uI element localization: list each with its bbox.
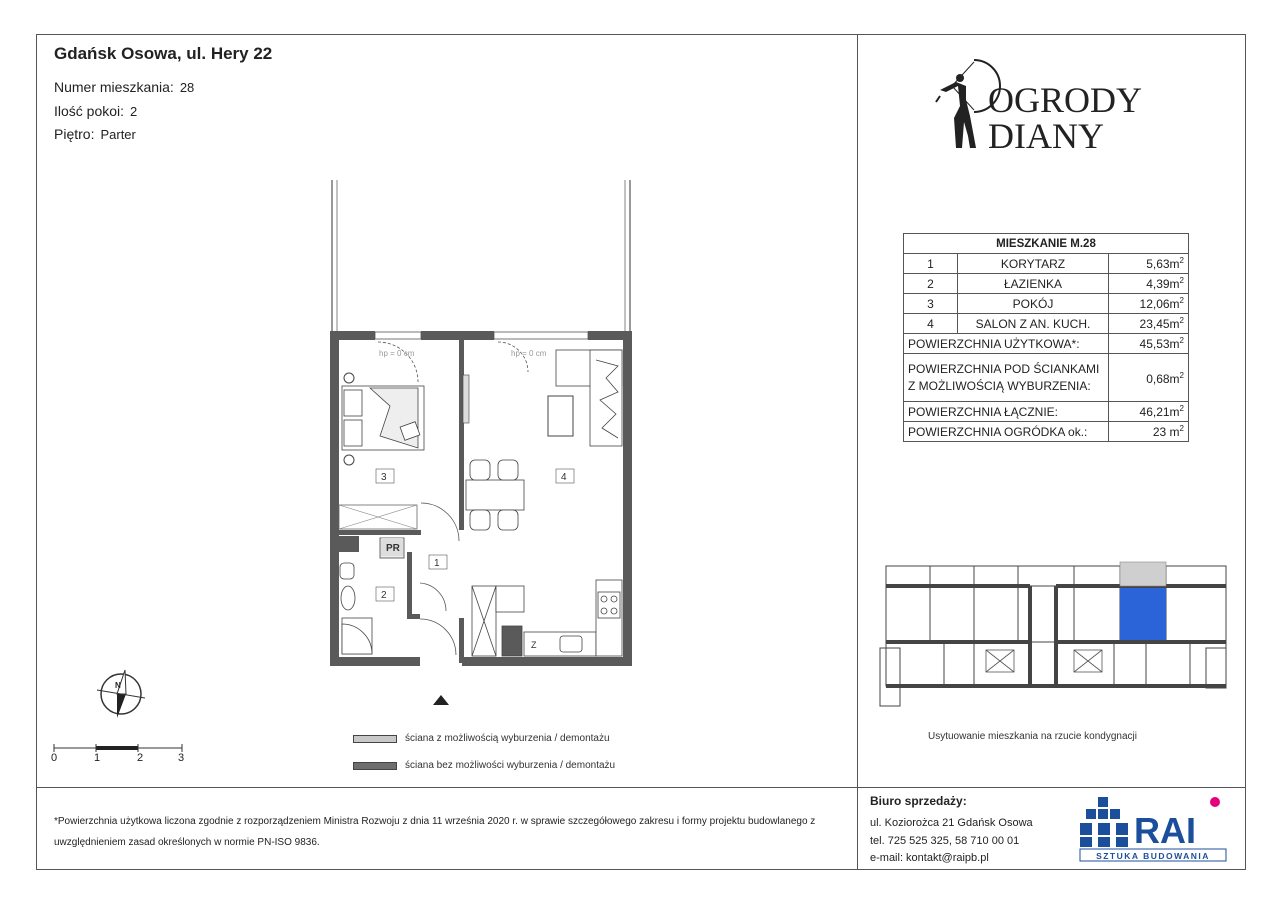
legend-removable-text: ściana z możliwością wyburzenia / demontażu <box>405 733 610 744</box>
coffee-table <box>548 396 573 436</box>
garden-area-value: 23 $m^2$ <box>1109 422 1189 442</box>
brand-line-1: OGRODY <box>988 80 1143 120</box>
room-name: KORYTARZ <box>958 254 1109 274</box>
rai-dot <box>1210 797 1220 807</box>
usable-area-label: POWIERZCHNIA UŻYTKOWA*: <box>904 334 1109 354</box>
room-label-1: 1 <box>434 558 440 569</box>
scale-bar <box>50 742 190 754</box>
z-label: Z <box>531 640 537 650</box>
room-label-3: 3 <box>381 472 387 483</box>
room-number: 4 <box>904 314 958 334</box>
floor-row <box>54 126 136 142</box>
rooms-value: 2 <box>130 104 138 119</box>
room-number: 3 <box>904 294 958 314</box>
room-area: $23,45m^2$ <box>1109 314 1189 334</box>
pr-label: PR <box>386 543 400 554</box>
floor-label: Piętro: <box>54 126 95 142</box>
legend-fixed-text: ściana bez możliwości wyburzenia / demontażu <box>405 760 616 771</box>
usable-area-value: $45,53m^2$ <box>1109 334 1189 354</box>
footnote: *Powierzchnia użytkowa liczona zgodnie z rozporządzeniem Ministra Rozwoju z dnia 11 września 2020 r. w sprawie szczegółowego zakresu i formy projektu budowlanego z uwzględnieniem zasad określonych w normie PN-ISO 9836. <box>54 816 816 848</box>
sales-email: e-mail: kontakt@raipb.pl <box>870 852 989 864</box>
door-entrance <box>420 619 456 655</box>
scale-tick-3: 3 <box>178 752 185 764</box>
highlight-apartment <box>1120 588 1166 640</box>
total-area-row <box>904 402 1189 422</box>
horizontal-divider <box>36 787 1246 788</box>
bed <box>342 386 424 450</box>
location-caption: Usytuowanie mieszkania na rzucie kondygnacji <box>928 731 1137 742</box>
brand-line-2: DIANY <box>988 116 1104 156</box>
highlight-garden <box>1120 562 1166 586</box>
kitchen <box>472 580 622 656</box>
apartment-number-value: 28 <box>179 80 195 95</box>
sales-address: ul. Koziorożca 21 Gdańsk Osowa <box>870 817 1033 829</box>
area-table-title: MIESZKANIE M.28 <box>904 234 1189 254</box>
scale-tick-0: 0 <box>51 752 58 764</box>
room-number: 1 <box>904 254 958 274</box>
rooms-row <box>54 103 137 119</box>
room-label-4: 4 <box>561 472 567 483</box>
room-number: 2 <box>904 274 958 294</box>
rai-logo <box>1078 795 1228 865</box>
legend-fixed <box>353 760 615 771</box>
dining-table <box>466 460 524 530</box>
vertical-divider <box>857 34 858 870</box>
walls-area-label: POWIERZCHNIA POD ŚCIANKAMI Z MOŻLIWOŚCIĄ WYBURZENIA: <box>904 354 1109 402</box>
usable-area-row <box>904 334 1189 354</box>
room-label-2: 2 <box>381 590 387 601</box>
tv <box>463 375 469 423</box>
total-area-value: $46,21m^2$ <box>1109 402 1189 422</box>
door-bedroom <box>421 503 459 541</box>
room-name: POKÓJ <box>958 294 1109 314</box>
room-name: ŁAZIENKA <box>958 274 1109 294</box>
garden-area-row <box>904 422 1189 442</box>
floor-value: Parter <box>100 127 136 142</box>
apartment-number-row <box>54 79 194 95</box>
sales-phone: tel. 725 525 325, 58 710 00 01 <box>870 835 1020 847</box>
rooms-label: Ilość pokoi: <box>54 103 125 119</box>
legend-swatch-removable <box>353 735 397 743</box>
table-row <box>904 314 1189 334</box>
legend-removable <box>353 733 610 744</box>
window-living <box>494 332 588 339</box>
ogrody-diany-logo <box>930 56 1160 156</box>
room-name: SALON Z AN. KUCH. <box>958 314 1109 334</box>
walls-area-value: $0,68m^2$ <box>1109 354 1189 402</box>
page-title: Gdańsk Osowa, ul. Hery 22 <box>54 44 273 63</box>
total-area-label: POWIERZCHNIA ŁĄCZNIE: <box>904 402 1109 422</box>
compass-icon <box>93 666 149 722</box>
window-bedroom <box>375 332 421 339</box>
table-row <box>904 274 1189 294</box>
floor-plan <box>320 178 650 708</box>
walls-area-row <box>904 354 1189 402</box>
table-row <box>904 294 1189 314</box>
table-row <box>904 254 1189 274</box>
apartment-number-label: Numer mieszkania: <box>54 79 174 95</box>
north-label: N <box>115 681 121 690</box>
scale-tick-1: 1 <box>94 752 101 764</box>
room-area: $4,39m^2$ <box>1109 274 1189 294</box>
room-area: $5,63m^2$ <box>1109 254 1189 274</box>
area-table <box>903 233 1189 442</box>
building-key-plan <box>878 560 1233 710</box>
rai-tagline: SZTUKA BUDOWANIA <box>1096 851 1210 861</box>
rai-name: RAI <box>1134 810 1196 851</box>
legend-swatch-fixed <box>353 762 397 770</box>
height-note-1: hp = 0 cm <box>379 349 415 358</box>
entrance-arrow-icon <box>433 695 449 705</box>
scale-tick-2: 2 <box>137 752 144 764</box>
sales-office-title: Biuro sprzedaży: <box>870 794 967 808</box>
garden-area-label: POWIERZCHNIA OGRÓDKA ok.: <box>904 422 1109 442</box>
height-note-2: hp = 0 cm <box>511 349 547 358</box>
room-area: $12,06m^2$ <box>1109 294 1189 314</box>
